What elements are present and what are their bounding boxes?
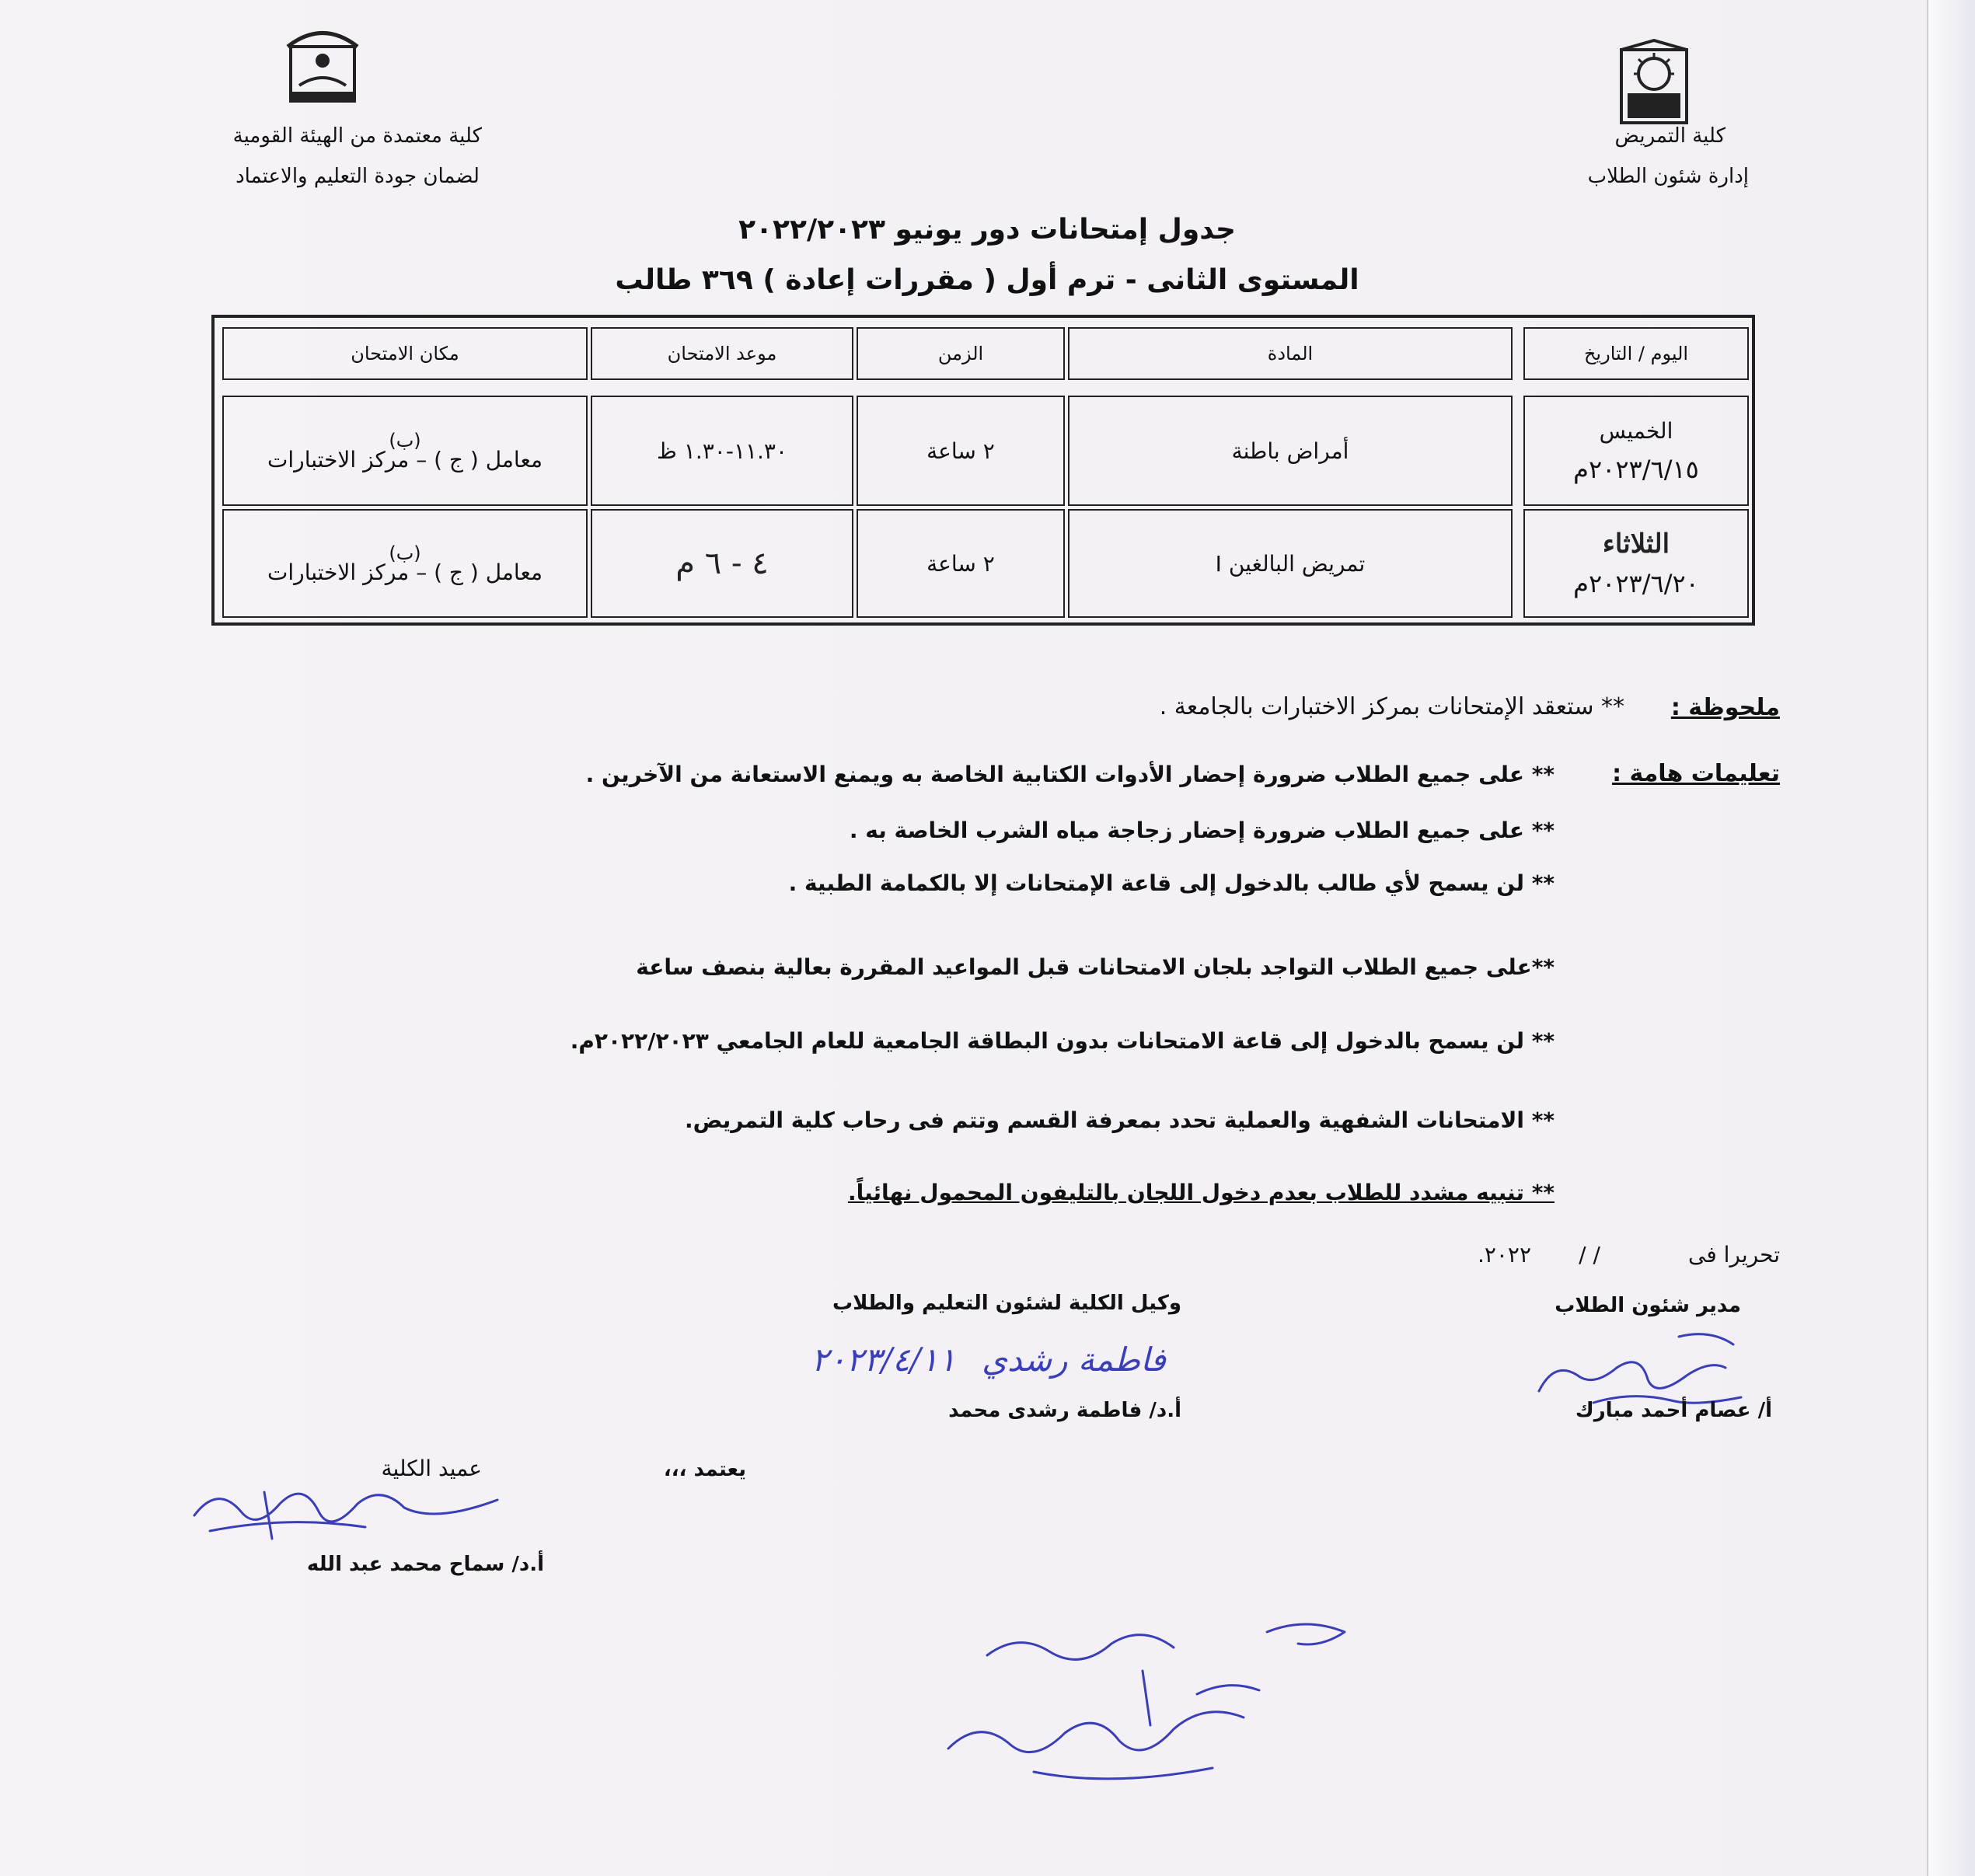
place-note: (ب) [389, 429, 421, 452]
exam-schedule-table [211, 315, 1755, 626]
vice-dean-name: أ.د/ فاطمة رشدى محمد [948, 1399, 1181, 1422]
table-row-2-time: ٤ - ٦ م [591, 509, 853, 618]
instruction-item: ** على جميع الطلاب ضرورة إحضار زجاجة مياه الشرب الخاصة به . [849, 818, 1555, 843]
instructions-label: تعليمات هامة : [1612, 760, 1780, 787]
table-row-2-day [1523, 509, 1749, 618]
students-affairs-title: مدير شئون الطلاب [1555, 1294, 1741, 1317]
table-row-2-place [222, 509, 588, 618]
students-affairs-name: أ/ عصام أحمد مبارك [1575, 1399, 1772, 1422]
college-name: كلية التمريض [1614, 124, 1726, 148]
table-row-1-time: ١١.٣٠-١.٣٠ ظ [591, 396, 853, 506]
day-name: الثلاثاء [1602, 528, 1670, 560]
header-place: مكان الامتحان [222, 327, 588, 380]
day-name: الخميس [1599, 417, 1673, 444]
dean-name: أ.د/ سماح محمد عبد الله [306, 1553, 544, 1576]
handwritten-approval [700, 1341, 1166, 1379]
written-on-label: تحريرا فى [1688, 1242, 1780, 1268]
day-date: ٢٠٢٣/٦/٢٠م [1573, 569, 1699, 598]
phone-warning: ** تنبيه مشدد للطلاب بعدم دخول اللجان بالتليفون المحمول نهائياً. [847, 1180, 1555, 1205]
header-duration: الزمن [857, 327, 1065, 380]
day-date: ٢٠٢٣/٦/١٥م [1573, 454, 1699, 484]
document-subtitle: المستوى الثانى - ترم أول ( مقررات إعادة ) ٣٦٩ طالب [615, 264, 1359, 296]
table-row-2-duration: ٢ ساعة [857, 509, 1065, 618]
table-row-2-subject: تمريض البالغين I [1068, 509, 1513, 618]
instruction-item: ** لن يسمح لأي طالب بالدخول إلى قاعة الإمتحانات إلا بالكمامة الطبية . [788, 870, 1555, 896]
header-day-date: اليوم / التاريخ [1523, 327, 1749, 380]
header-subject: المادة [1068, 327, 1513, 380]
naqaae-logo-icon [280, 23, 365, 109]
dean-title: عميد الكلية [381, 1456, 482, 1481]
instruction-item: **على جميع الطلاب التواجد بلجان الامتحانات قبل المواعيد المقررة بعالية بنصف ساعة [636, 954, 1555, 980]
faculty-logo-icon [1615, 39, 1693, 126]
note-label: ملحوظة : [1670, 694, 1780, 721]
table-row-1-duration: ٢ ساعة [857, 396, 1065, 506]
handwritten-name: فاطمة رشدي [982, 1341, 1166, 1379]
table-row-1-place [222, 396, 588, 506]
place-text: معامل ( ج ) – مركز الاختبارات [267, 559, 543, 585]
header-time: موعد الامتحان [591, 327, 853, 380]
place-note: (ب) [389, 542, 421, 564]
accreditation-line2: لضمان جودة التعليم والاعتماد [236, 165, 480, 188]
table-row-1-subject: أمراض باطنة [1068, 396, 1513, 506]
table-row-1-day [1523, 396, 1749, 506]
page-edge [1927, 0, 1975, 1876]
written-year: ٢٠٢٢. [1477, 1242, 1531, 1268]
note-text: ** ستعقد الإمتحانات بمركز الاختبارات بالجامعة . [1159, 693, 1624, 720]
instruction-item: ** لن يسمح بالدخول إلى قاعة الامتحانات بدون البطاقة الجامعية للعام الجامعي ٢٠٢٢/٢٠٢٣م. [570, 1028, 1555, 1054]
instruction-item: ** على جميع الطلاب ضرورة إحضار الأدوات الكتابية الخاصة به ويمنع الاستعانة من الآخرين . [585, 762, 1555, 787]
signature-dean [171, 1469, 529, 1562]
vice-dean-title: وكيل الكلية لشئون التعليم والطلاب [832, 1292, 1181, 1315]
signature-bottom [917, 1601, 1384, 1811]
approved-label: يعتمد ،،، [663, 1458, 746, 1481]
accreditation-line1: كلية معتمدة من الهيئة القومية [232, 124, 482, 148]
department-name: إدارة شئون الطلاب [1587, 165, 1749, 188]
place-text: معامل ( ج ) – مركز الاختبارات [267, 446, 543, 472]
date-slashes: / / [1579, 1242, 1600, 1268]
instruction-item: ** الامتحانات الشفهية والعملية تحدد بمعرفة القسم وتتم فى رحاب كلية التمريض. [684, 1107, 1555, 1133]
handwritten-date: ٢٠٢٣/٤/١١ [811, 1341, 956, 1379]
document-title: جدول إمتحانات دور يونيو ٢٠٢٢/٢٠٢٣ [738, 214, 1236, 246]
